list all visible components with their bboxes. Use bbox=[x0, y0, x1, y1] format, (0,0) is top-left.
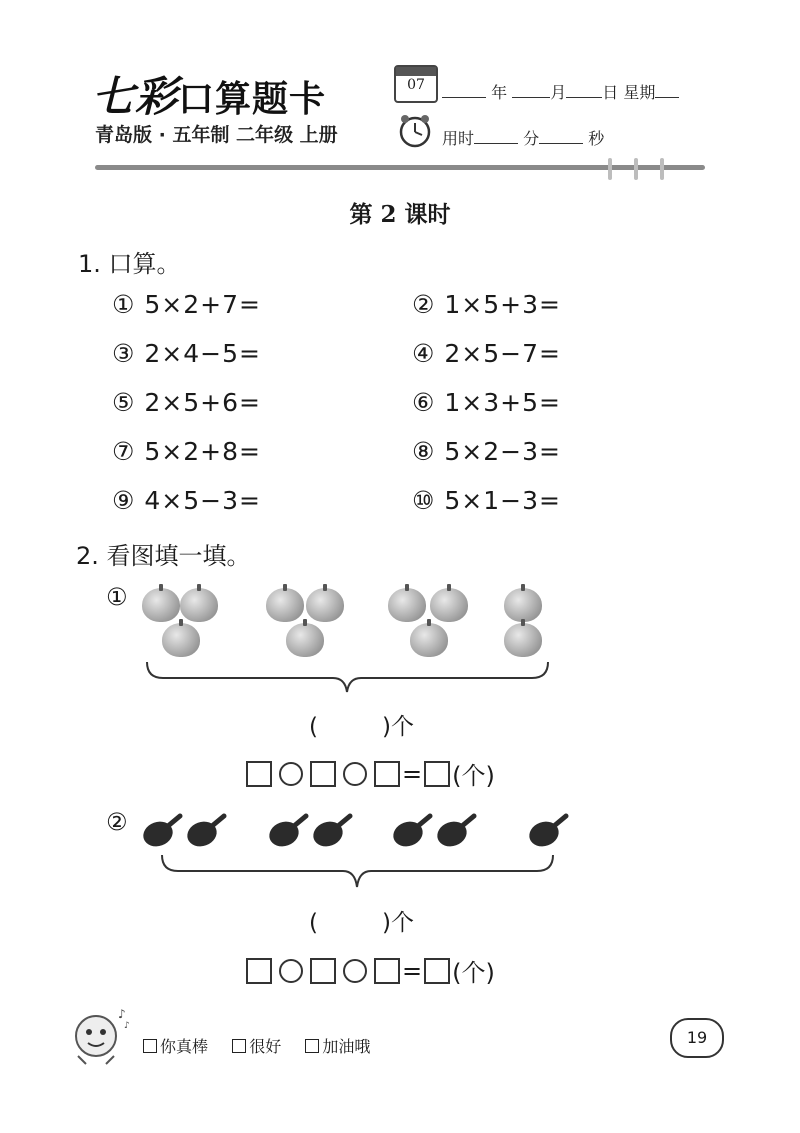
weekday-label: 星期 bbox=[623, 83, 656, 102]
pumpkin-icon bbox=[286, 623, 324, 657]
problem-10: ⑩ 5×1−3= bbox=[412, 486, 561, 515]
problem-9: ⑨ 4×5−3= bbox=[112, 486, 261, 515]
ping-pong-paddle-icon bbox=[266, 816, 306, 850]
equals-sign: = bbox=[402, 956, 423, 985]
minutes-blank[interactable] bbox=[474, 129, 518, 144]
pumpkin-icon bbox=[504, 588, 542, 622]
item1-total-field bbox=[309, 708, 414, 741]
problem-1: ① 5×2+7= bbox=[112, 290, 261, 319]
divider-pin bbox=[608, 158, 612, 180]
edition-subtitle: 青岛版 · 五年制 二年级 上册 bbox=[95, 124, 338, 146]
page-number: 19 bbox=[670, 1018, 724, 1058]
brand-title bbox=[92, 64, 326, 124]
operator-circle[interactable] bbox=[343, 762, 367, 786]
minutes-label: 分 bbox=[523, 129, 540, 148]
svg-text:♪: ♪ bbox=[124, 1021, 130, 1031]
section2-title: 2. 看图填一填。 bbox=[76, 542, 251, 570]
pumpkin-icon bbox=[410, 623, 448, 657]
answer-box[interactable] bbox=[310, 958, 336, 984]
rating-label: 你真棒 bbox=[160, 1037, 209, 1056]
paren-open: ( bbox=[309, 910, 318, 936]
ping-pong-paddle-icon bbox=[390, 816, 430, 850]
paren-open: ( bbox=[309, 714, 318, 740]
operator-circle[interactable] bbox=[343, 959, 367, 983]
checkbox-icon[interactable] bbox=[143, 1039, 157, 1053]
problem-6: ⑥ 1×3+5= bbox=[412, 388, 561, 417]
unit-label: 个 bbox=[390, 714, 414, 740]
checkbox-icon[interactable] bbox=[232, 1039, 246, 1053]
rating-options bbox=[143, 1034, 370, 1057]
ping-pong-paddle-icon bbox=[434, 816, 474, 850]
checkbox-icon[interactable] bbox=[305, 1039, 319, 1053]
cartoon-mascot-icon bbox=[68, 1006, 134, 1068]
divider-pin bbox=[660, 158, 664, 180]
equals-sign: = bbox=[402, 759, 423, 788]
rating-option[interactable] bbox=[305, 1037, 370, 1056]
year-blank[interactable] bbox=[442, 83, 486, 98]
ping-pong-paddle-icon bbox=[310, 816, 350, 850]
answer-box[interactable] bbox=[374, 761, 400, 787]
rating-option[interactable] bbox=[143, 1037, 208, 1056]
operator-circle[interactable] bbox=[279, 959, 303, 983]
problem-8: ⑧ 5×2−3= bbox=[412, 437, 561, 466]
ping-pong-paddle-icon bbox=[526, 816, 566, 850]
brand-fancy-text: 七彩 bbox=[92, 72, 179, 121]
date-fields bbox=[442, 80, 679, 103]
problem-5: ⑤ 2×5+6= bbox=[112, 388, 261, 417]
svg-text:♪: ♪ bbox=[118, 1007, 126, 1021]
answer-box[interactable] bbox=[424, 761, 450, 787]
rating-option[interactable] bbox=[232, 1037, 281, 1056]
rating-label: 加油哦 bbox=[322, 1037, 371, 1056]
seconds-label: 秒 bbox=[588, 129, 605, 148]
weekday-blank[interactable] bbox=[655, 83, 679, 98]
problem-3: ③ 2×4−5= bbox=[112, 339, 261, 368]
pumpkin-icon bbox=[180, 588, 218, 622]
problem-2: ② 1×5+3= bbox=[412, 290, 561, 319]
answer-box[interactable] bbox=[310, 761, 336, 787]
day-label: 日 bbox=[602, 83, 619, 102]
unit-label: 个 bbox=[390, 910, 414, 936]
divider-pin bbox=[634, 158, 638, 180]
month-label: 月 bbox=[550, 83, 567, 102]
header-divider bbox=[95, 165, 705, 170]
unit-label: (个) bbox=[452, 762, 495, 790]
rating-label: 很好 bbox=[249, 1037, 282, 1056]
pumpkin-icon bbox=[504, 623, 542, 657]
lesson-title: 第 2 课时 bbox=[349, 201, 451, 228]
item2-number: ② bbox=[106, 808, 128, 836]
operator-circle[interactable] bbox=[279, 762, 303, 786]
month-blank[interactable] bbox=[512, 83, 550, 98]
pumpkin-icon bbox=[142, 588, 180, 622]
day-blank[interactable] bbox=[566, 83, 602, 98]
alarm-clock-icon bbox=[397, 112, 433, 148]
year-label: 年 bbox=[491, 83, 508, 102]
ping-pong-paddle-icon bbox=[140, 816, 180, 850]
pumpkin-icon bbox=[306, 588, 344, 622]
calendar-icon bbox=[394, 65, 438, 103]
calendar-number: 07 bbox=[407, 77, 425, 93]
curly-brace-icon bbox=[145, 660, 550, 694]
section1-title: 1. 口算。 bbox=[78, 250, 181, 278]
answer-box[interactable] bbox=[374, 958, 400, 984]
pumpkin-icon bbox=[430, 588, 468, 622]
paren-close: ) bbox=[381, 714, 391, 740]
time-fields bbox=[442, 126, 604, 149]
pumpkin-icon bbox=[266, 588, 304, 622]
paren-close: ) bbox=[381, 910, 391, 936]
curly-brace-icon bbox=[160, 853, 555, 889]
problem-7: ⑦ 5×2+8= bbox=[112, 437, 261, 466]
item2-total-field bbox=[309, 904, 414, 937]
pumpkin-icon bbox=[162, 623, 200, 657]
problem-4: ④ 2×5−7= bbox=[412, 339, 561, 368]
pumpkin-icon bbox=[388, 588, 426, 622]
item1-equation bbox=[246, 756, 497, 791]
brand-text: 口算题卡 bbox=[178, 78, 327, 120]
time-used-label: 用时 bbox=[442, 129, 475, 148]
unit-label: (个) bbox=[452, 959, 495, 987]
answer-box[interactable] bbox=[246, 958, 272, 984]
paddle-group bbox=[140, 812, 580, 852]
item1-number: ① bbox=[106, 583, 128, 611]
ping-pong-paddle-icon bbox=[184, 816, 224, 850]
seconds-blank[interactable] bbox=[539, 129, 583, 144]
item2-equation bbox=[246, 953, 497, 988]
answer-box[interactable] bbox=[424, 958, 450, 984]
answer-box[interactable] bbox=[246, 761, 272, 787]
